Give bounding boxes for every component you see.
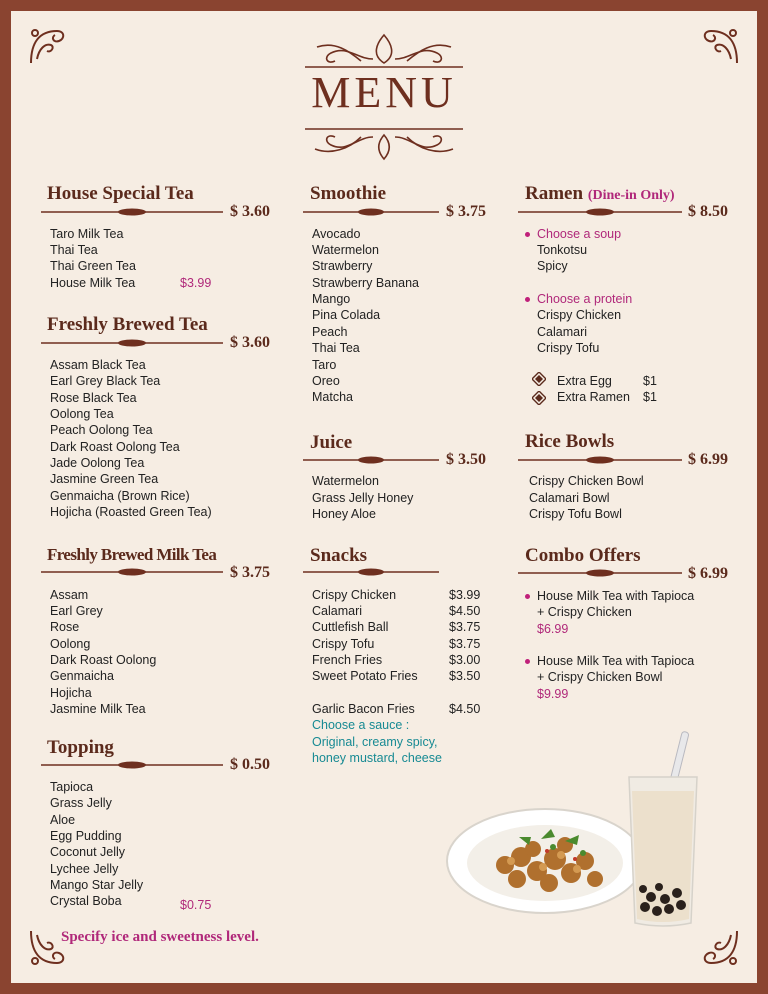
ornament-divider-icon [41, 207, 223, 217]
section-price-freshly-brewed: $ 3.60 [230, 334, 270, 351]
list-item: Hojicha (Roasted Green Tea) [50, 505, 212, 519]
list-item: Mango Star Jelly [50, 878, 144, 892]
section-price-rice-bowls: $ 6.99 [688, 451, 728, 468]
list-item: Matcha [312, 390, 353, 404]
combo-price: $6.99 [537, 622, 569, 636]
list-item: Thai Tea [312, 341, 360, 355]
list-item: Strawberry [312, 259, 373, 273]
list-item: Calamari [537, 325, 588, 339]
item-price: $4.50 [449, 604, 481, 618]
list-item: Grass Jelly [50, 796, 112, 810]
list-item: Extra Egg [557, 374, 612, 388]
list-item: Avocado [312, 227, 361, 241]
list-item: Calamari [312, 604, 363, 618]
ornament-divider-icon [303, 455, 439, 465]
section-title-juice: Juice [310, 432, 353, 453]
list-item: Strawberry Banana [312, 276, 420, 290]
list-item: Extra Ramen [557, 390, 630, 404]
list-item: Hojicha [50, 686, 92, 700]
item-price: $1 [643, 374, 657, 388]
list-item: Cuttlefish Ball [312, 620, 389, 634]
section-title-milk-tea: Freshly Brewed Milk Tea [47, 545, 217, 564]
item-price: $3.99 [180, 276, 212, 290]
list-item: Thai Green Tea [50, 259, 136, 273]
section-title-combo: Combo Offers [525, 545, 641, 566]
bullet-icon [525, 659, 530, 664]
ornament-divider-icon [303, 207, 439, 217]
list-item: Oolong [50, 637, 91, 651]
sauce-options: Original, creamy spicy, [312, 735, 438, 749]
list-item: Watermelon [312, 243, 379, 257]
section-title-freshly-brewed: Freshly Brewed Tea [47, 314, 208, 335]
item-price: $4.50 [449, 702, 481, 716]
diamond-bullet-icon [532, 391, 546, 405]
section-title-house-special: House Special Tea [47, 183, 194, 204]
list-item: Coconut Jelly [50, 845, 126, 859]
combo-line: + Crispy Chicken [537, 605, 632, 619]
soup-label: Choose a soup [537, 227, 622, 241]
bubble-milk-tea-image [623, 731, 703, 931]
item-price: $3.75 [449, 637, 481, 651]
list-item: Calamari Bowl [529, 491, 610, 505]
list-item: Aloe [50, 813, 76, 827]
combo-line: House Milk Tea with Tapioca [537, 654, 695, 668]
section-price-topping: $ 0.50 [230, 756, 270, 773]
flourish-corner-icon [25, 23, 69, 67]
footer-note: Specify ice and sweetness level. [61, 929, 259, 945]
bullet-icon [525, 594, 530, 599]
list-item: Lychee Jelly [50, 862, 119, 876]
list-item: Grass Jelly Honey [312, 491, 414, 505]
section-title-ramen [525, 183, 675, 205]
section-title-text: Ramen [525, 183, 584, 204]
combo-line: + Crispy Chicken Bowl [537, 670, 663, 684]
list-item: Pina Colada [312, 308, 381, 322]
list-item: Taro [312, 358, 337, 372]
list-item: Oreo [312, 374, 340, 388]
ornament-divider-icon [41, 567, 223, 577]
ornament-divider-icon [301, 125, 467, 165]
list-item: French Fries [312, 653, 383, 667]
list-item: Earl Grey Black Tea [50, 374, 161, 388]
list-item: Crispy Chicken Bowl [529, 474, 644, 488]
list-item: Genmaicha [50, 669, 114, 683]
list-item: Watermelon [312, 474, 379, 488]
list-item: Crispy Chicken [537, 308, 622, 322]
flourish-corner-icon [699, 23, 743, 67]
dine-in-note: (Dine-in Only) [587, 188, 675, 203]
page-title: MENU [311, 68, 457, 117]
list-item: Jasmine Milk Tea [50, 702, 146, 716]
bullet-icon [525, 232, 530, 237]
list-item: Thai Tea [50, 243, 98, 257]
list-item: Peach Oolong Tea [50, 423, 153, 437]
ornament-divider-icon [518, 207, 682, 217]
section-price-milk-tea: $ 3.75 [230, 564, 270, 581]
list-item: Honey Aloe [312, 507, 376, 521]
item-price: $1 [643, 390, 657, 404]
item-price: $3.75 [449, 620, 481, 634]
list-item: Garlic Bacon Fries [312, 702, 415, 716]
crispy-chicken-plate-image [445, 801, 645, 919]
list-item: Tonkotsu [537, 243, 588, 257]
ornament-divider-icon [518, 568, 682, 578]
ornament-divider-icon [301, 29, 467, 71]
list-item: Crystal Boba [50, 894, 122, 908]
list-item: Mango [312, 292, 351, 306]
menu-page [11, 11, 757, 983]
list-item: Peach [312, 325, 348, 339]
section-title-smoothie: Smoothie [310, 183, 386, 204]
item-price: $3.00 [449, 653, 481, 667]
list-item: Dark Roast Oolong [50, 653, 157, 667]
list-item: Crispy Tofu Bowl [529, 507, 622, 521]
list-item: Spicy [537, 259, 568, 273]
list-item: Assam Black Tea [50, 358, 146, 372]
section-price-smoothie: $ 3.75 [446, 203, 486, 220]
list-item: Earl Grey [50, 604, 103, 618]
protein-label: Choose a protein [537, 292, 633, 306]
list-item: Genmaicha (Brown Rice) [50, 489, 190, 503]
list-item: Dark Roast Oolong Tea [50, 440, 180, 454]
list-item: Crispy Tofu [312, 637, 375, 651]
flourish-corner-icon [699, 927, 743, 971]
bullet-icon [525, 297, 530, 302]
sauce-options: honey mustard, cheese [312, 751, 442, 765]
sauce-label: Choose a sauce : [312, 718, 410, 732]
list-item: Assam [50, 588, 89, 602]
item-price: $0.75 [180, 898, 212, 912]
list-item: Egg Pudding [50, 829, 122, 843]
section-price-combo: $ 6.99 [688, 565, 728, 582]
ornament-divider-icon [41, 338, 223, 348]
item-price: $3.50 [449, 669, 481, 683]
ornament-divider-icon [518, 455, 682, 465]
list-item: Sweet Potato Fries [312, 669, 418, 683]
combo-line: House Milk Tea with Tapioca [537, 589, 695, 603]
section-title-rice-bowls: Rice Bowls [525, 431, 615, 452]
list-item: Rose [50, 620, 80, 634]
list-item: Crispy Chicken [312, 588, 397, 602]
section-price-juice: $ 3.50 [446, 451, 486, 468]
section-price-ramen: $ 8.50 [688, 203, 728, 220]
list-item: Taro Milk Tea [50, 227, 124, 241]
list-item: Jasmine Green Tea [50, 472, 159, 486]
section-price-house-special: $ 3.60 [230, 203, 270, 220]
section-title-topping: Topping [47, 737, 114, 758]
list-item: House Milk Tea [50, 276, 136, 290]
combo-price: $9.99 [537, 687, 569, 701]
list-item: Jade Oolong Tea [50, 456, 145, 470]
list-item: Oolong Tea [50, 407, 114, 421]
section-title-snacks: Snacks [310, 545, 368, 566]
item-price: $3.99 [449, 588, 481, 602]
diamond-bullet-icon [532, 372, 546, 386]
list-item: Crispy Tofu [537, 341, 600, 355]
ornament-divider-icon [41, 760, 223, 770]
list-item: Tapioca [50, 780, 94, 794]
list-item: Rose Black Tea [50, 391, 137, 405]
ornament-divider-icon [303, 567, 439, 577]
